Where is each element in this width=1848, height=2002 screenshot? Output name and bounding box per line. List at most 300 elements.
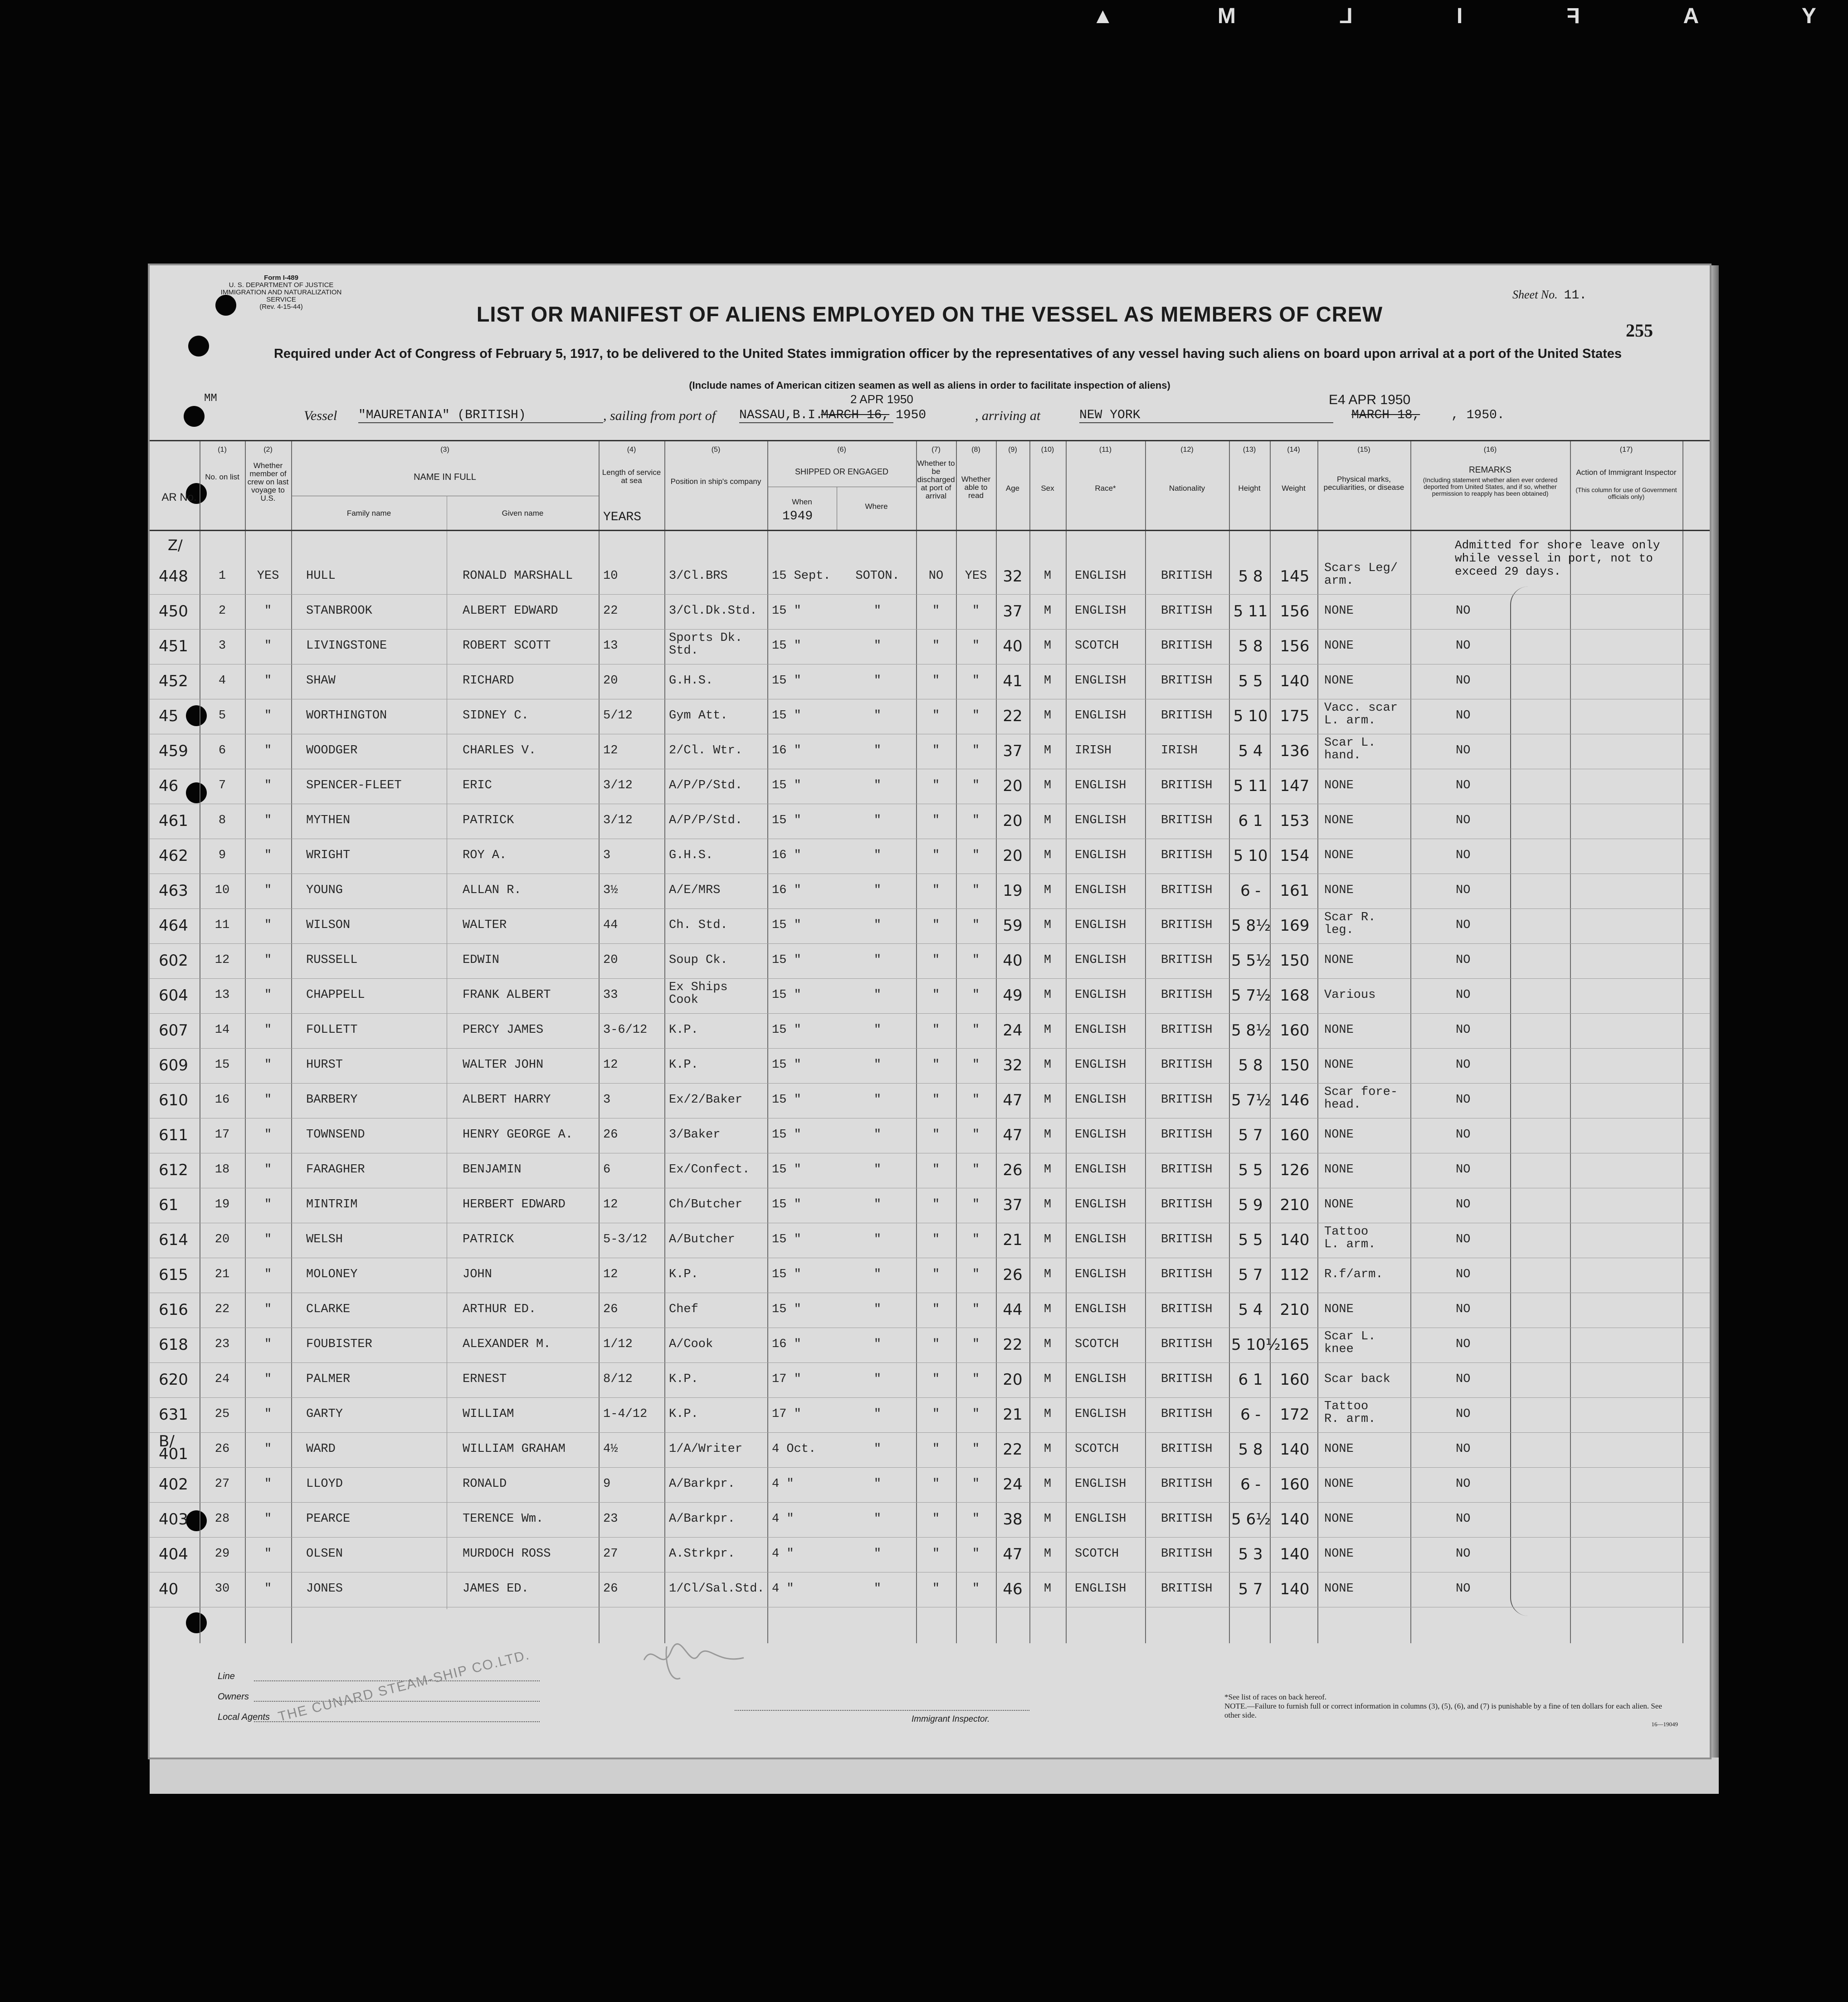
sex: M [1043,1093,1052,1107]
race: ENGLISH [1075,1023,1126,1037]
position: 3/Cl.Dk.Std. [669,604,757,618]
weight: 140 [1280,1510,1310,1528]
age: 40 [1003,637,1023,655]
service-length: 26 [603,1128,618,1142]
service-length: 44 [603,918,618,932]
height: 5 8 [1238,1440,1263,1459]
position: A/Cook [669,1338,713,1351]
age: 59 [1003,917,1023,935]
service-length: 12 [603,1198,618,1211]
position: Sports Dk. Std. [669,631,743,658]
nationality: BRITISH [1161,814,1213,827]
position: Ch/Butcher [669,1198,743,1211]
physical-marks: Scar fore- head. [1324,1085,1398,1112]
nationality: BRITISH [1161,1512,1213,1526]
shipped-when: 15 " [772,814,801,827]
given-name: PATRICK [463,1233,514,1246]
shipped-where: " [873,744,882,757]
family-name: HULL [306,569,336,583]
table-row [150,1397,1710,1434]
prior-voyage: " [264,709,272,723]
height: 6 - [1240,882,1261,900]
sex: M [1043,1582,1052,1596]
family-name: FOUBISTER [306,1338,372,1351]
list-number: 27 [215,1477,230,1491]
remarks: NO [1456,849,1471,862]
race: ENGLISH [1075,1512,1126,1526]
col-number: (7) [931,446,941,454]
race: ENGLISH [1075,953,1126,967]
family-name: BARBERY [306,1093,358,1107]
list-number: 22 [215,1303,230,1316]
sex: M [1043,1477,1052,1491]
discharged: " [932,1023,940,1037]
able-to-read: " [972,709,980,723]
age: 26 [1003,1266,1023,1284]
able-to-read: " [972,674,980,688]
nationality: BRITISH [1161,674,1213,688]
remarks: NO [1456,1163,1471,1177]
family-name: OLSEN [306,1547,343,1561]
table-row [150,1467,1710,1504]
position: 1/Cl/Sal.Std. [669,1582,765,1596]
list-number: 19 [215,1198,230,1211]
shipped-when: 16 " [772,1338,801,1351]
discharged: " [932,674,940,688]
discharged: " [932,1093,940,1107]
prior-voyage: " [264,1477,272,1491]
family-name: MOLONEY [306,1268,358,1281]
family-name: WOODGER [306,744,358,757]
discharged: " [932,849,940,862]
sex: M [1043,1268,1052,1281]
family-name: SHAW [306,674,336,688]
shipped-where: SOTON. [855,569,900,583]
height: 5 10 [1233,847,1268,865]
discharged: NO [928,569,944,583]
ar-prefix: Z/ [168,537,183,554]
ar-number: 459 [159,742,188,760]
position: A/Butcher [669,1233,735,1246]
remarks: NO [1456,1093,1471,1107]
shipped-when: 15 " [772,1268,801,1281]
family-name: WARD [306,1442,336,1456]
able-to-read: " [972,779,980,792]
height: 5 5½ [1231,952,1271,970]
physical-marks: Scar R. leg. [1324,911,1376,937]
form-service: IMMIGRATION AND NATURALIZATION SERVICE [220,288,342,303]
physical-marks: Scar L. hand. [1324,736,1376,762]
prior-voyage: " [264,1093,272,1107]
shipped-where: " [873,1198,882,1211]
family-name: WELSH [306,1233,343,1246]
punch-hole [188,336,209,356]
given-name: WILLIAM [463,1407,514,1421]
header-discharged: Whether to be discharged at port of arrival [917,459,955,500]
weight: 161 [1280,882,1310,900]
race: ENGLISH [1075,604,1126,618]
list-number: 28 [215,1512,230,1526]
ar-number: 614 [159,1231,188,1249]
ar-number: 604 [159,986,188,1005]
physical-marks: NONE [1324,1023,1354,1037]
family-name: WILSON [306,918,351,932]
prior-voyage: " [264,1058,272,1072]
physical-marks: NONE [1324,1477,1354,1491]
physical-marks: R.f/arm. [1324,1268,1383,1281]
given-name: WILLIAM GRAHAM [463,1442,566,1456]
shipped-where: " [873,674,882,688]
ar-number: 631 [159,1406,188,1424]
sex: M [1043,1058,1052,1072]
given-name: SIDNEY C. [463,709,529,723]
service-length: 6 [603,1163,611,1177]
height: 5 6½ [1231,1510,1271,1528]
position: 3/Baker [669,1128,721,1142]
discharged: " [932,1128,940,1142]
race: ENGLISH [1075,1303,1126,1316]
given-name: BENJAMIN [463,1163,522,1177]
race: ENGLISH [1075,1163,1126,1177]
family-name: PEARCE [306,1512,351,1526]
prior-voyage: " [264,1407,272,1421]
sex: M [1043,569,1052,583]
weight: 140 [1280,1580,1310,1598]
page-bottom-edge [150,1758,1719,1794]
nationality: BRITISH [1161,1128,1213,1142]
service-length: 3-6/12 [603,1023,648,1037]
physical-marks: Scars Leg/ arm. [1324,562,1398,588]
col-number: (17) [1619,446,1633,454]
service-length: 1-4/12 [603,1407,648,1421]
physical-marks: NONE [1324,639,1354,653]
discharged: " [932,1163,940,1177]
service-length: 12 [603,1058,618,1072]
physical-marks: NONE [1324,884,1354,897]
prior-voyage: YES [257,569,279,583]
list-number: 29 [215,1547,230,1561]
punch-hole [186,1807,207,1828]
height: 5 5 [1238,1161,1263,1179]
physical-marks: Tattoo L. arm. [1324,1225,1376,1251]
shipped-where: " [873,1163,882,1177]
weight: 150 [1280,1056,1310,1074]
able-to-read: " [972,1058,980,1072]
given-name: RONALD MARSHALL [463,569,573,583]
owners-rule [254,1701,540,1702]
height: 5 7½ [1231,986,1271,1005]
age: 26 [1003,1161,1023,1179]
remarks: NO [1456,1338,1471,1351]
sheet-number [1512,288,1587,303]
shipped-where: " [873,1233,882,1246]
nationality: BRITISH [1161,1023,1213,1037]
family-name: TOWNSEND [306,1128,365,1142]
table-row [150,1153,1710,1189]
sex: M [1043,1163,1052,1177]
list-number: 16 [215,1093,230,1107]
age: 21 [1003,1406,1023,1424]
ar-number: 610 [159,1091,188,1109]
ar-number: 607 [159,1021,188,1040]
age: 32 [1003,567,1023,586]
table-row [150,1258,1710,1294]
discharged: " [932,1547,940,1561]
page-stamp: 255 [1626,320,1653,341]
given-name: EDWIN [463,953,500,967]
list-number: 3 [218,639,226,653]
physical-marks: NONE [1324,674,1354,688]
sheet-value: 11. [1564,288,1587,303]
shipped-when: 15 " [772,1198,801,1211]
shipped-where: " [873,1338,882,1351]
shipped-when: 15 " [772,709,801,723]
ar-number: 448 [159,567,188,586]
list-number: 26 [215,1442,230,1456]
age: 46 [1003,1580,1023,1598]
vessel-label: Vessel [304,408,337,423]
sex: M [1043,1442,1052,1456]
list-number: 13 [215,988,230,1002]
header-height: Height [1238,484,1261,493]
header-position: Position in ship's company [670,477,761,486]
given-name: MURDOCH ROSS [463,1547,551,1561]
given-name: JOHN [463,1268,492,1281]
shipped-when: 15 " [772,639,801,653]
nationality: BRITISH [1161,1163,1213,1177]
shipped-when: 4 " [772,1512,794,1526]
position: A/E/MRS [669,884,721,897]
age: 41 [1003,672,1023,690]
shipped-when: 15 " [772,1023,801,1037]
position: G.H.S. [669,849,713,862]
given-name: PATRICK [463,814,514,827]
sex: M [1043,849,1052,862]
race: ENGLISH [1075,1268,1126,1281]
sex: M [1043,1233,1052,1246]
nationality: BRITISH [1161,1233,1213,1246]
header-age: Age [1005,484,1020,493]
race: ENGLISH [1075,1407,1126,1421]
age: 32 [1003,1056,1023,1074]
height: 5 8 [1238,637,1263,655]
header-years: YEARS [603,510,642,524]
able-to-read: " [972,1372,980,1386]
sailing-label: , sailing from port of [603,408,716,423]
remarks: NO [1456,1442,1471,1456]
shipped-where: " [873,1547,882,1561]
inspector-label: Immigrant Inspector. [912,1714,990,1724]
ar-number: 403 [159,1510,188,1528]
physical-marks: Tattoo R. arm. [1324,1400,1376,1426]
list-number: 30 [215,1582,230,1596]
col-number: (13) [1243,446,1256,454]
age: 40 [1003,952,1023,970]
prior-voyage: " [264,744,272,757]
sex: M [1043,779,1052,792]
required-text: Required under Act of Congress of February 5, 1917, to be delivered to the United States immigration officer by the representatives of any vessel having such aliens on board upon arrival at a port of the United States [273,347,1622,361]
header-physical-marks: Physical marks, peculiarities, or disease [1323,475,1404,492]
table-row [150,734,1710,770]
physical-marks: NONE [1324,1512,1354,1526]
discharged: " [932,1582,940,1596]
table-row [150,594,1710,630]
shipped-when: 17 " [772,1407,801,1421]
ar-number: 620 [159,1371,188,1389]
ar-number: 612 [159,1161,188,1179]
form-revision: (Rev. 4-15-44) [259,303,303,311]
race: ENGLISH [1075,1198,1126,1211]
age: 47 [1003,1126,1023,1144]
age: 37 [1003,742,1023,760]
list-number: 17 [215,1128,230,1142]
shipped-where: " [873,849,882,862]
ar-number: 45 [159,707,179,725]
age: 24 [1003,1021,1023,1040]
col-number: (8) [971,446,980,454]
age: 20 [1003,847,1023,865]
table-row [150,1328,1710,1364]
given-name: ARTHUR ED. [463,1303,536,1316]
weight: 112 [1280,1266,1310,1284]
physical-marks: Scar back [1324,1372,1390,1386]
header-no-on-list: No. on list [205,473,239,481]
weight: 160 [1280,1021,1310,1040]
service-length: 9 [603,1477,611,1491]
ar-number: 616 [159,1301,188,1319]
shipped-where: " [873,918,882,932]
ar-number: 451 [159,637,188,655]
ar-number: 615 [159,1266,188,1284]
header-when: When [792,498,812,506]
position: Gym Att. [669,709,728,723]
height: 5 8 [1238,1056,1263,1074]
col-number: (12) [1180,446,1194,454]
service-length: 20 [603,674,618,688]
header-whether-crew: Whether member of crew on last voyage to U.S. [247,461,289,503]
sex: M [1043,744,1052,757]
service-length: 3/12 [603,779,633,792]
list-number: 12 [215,953,230,967]
line-label: Line [218,1671,235,1681]
able-to-read: " [972,1407,980,1421]
port-to: NEW YORK [1079,408,1333,423]
sex: M [1043,674,1052,688]
shipped-where: " [873,709,882,723]
weight: 150 [1280,952,1310,970]
height: 5 8½ [1231,1021,1271,1040]
family-name: JONES [306,1582,343,1596]
height: 5 4 [1238,742,1263,760]
position: Ch. Std. [669,918,728,932]
shipped-where: " [873,1512,882,1526]
weight: 172 [1280,1406,1310,1424]
weight: 153 [1280,812,1310,830]
shipped-when: 16 " [772,744,801,757]
able-to-read: " [972,1477,980,1491]
prior-voyage: " [264,918,272,932]
position: K.P. [669,1372,698,1386]
race: ENGLISH [1075,849,1126,862]
given-name: PERCY JAMES [463,1023,544,1037]
able-to-read: " [972,1093,980,1107]
height: 5 10 [1233,707,1268,725]
able-to-read: " [972,1547,980,1561]
age: 21 [1003,1231,1023,1249]
position: K.P. [669,1407,698,1421]
sex: M [1043,1372,1052,1386]
weight: 136 [1280,742,1310,760]
discharged: " [932,1407,940,1421]
shipped-where: " [873,1407,882,1421]
table-row [150,1083,1710,1119]
remarks: NO [1456,1547,1471,1561]
shipped-when: 15 " [772,988,801,1002]
height: 5 7 [1238,1126,1263,1144]
print-code: 16—19049 [1651,1721,1678,1728]
height: 5 5 [1238,1231,1263,1249]
service-length: 4½ [603,1442,618,1456]
shipped-when: 15 " [772,1058,801,1072]
prior-voyage: " [264,1023,272,1037]
service-length: 33 [603,988,618,1002]
prior-voyage: " [264,1547,272,1561]
physical-marks: NONE [1324,1163,1354,1177]
ar-number: 46 [159,777,179,795]
position: G.H.S. [669,674,713,688]
col-number: (5) [711,446,721,454]
list-number: 1 [218,569,226,583]
service-length: 3 [603,1093,611,1107]
service-length: 12 [603,1268,618,1281]
given-name: TERENCE Wm. [463,1512,544,1526]
age: 37 [1003,1196,1023,1214]
table-row [150,664,1710,700]
nationality: BRITISH [1161,1303,1213,1316]
physical-marks: NONE [1324,1058,1354,1072]
sex: M [1043,1338,1052,1351]
height: 5 5 [1238,672,1263,690]
header-able-to-read: Whether able to read [961,475,991,500]
nationality: BRITISH [1161,1442,1213,1456]
remarks: NO [1456,1512,1471,1526]
list-number: 10 [215,884,230,897]
prior-voyage: " [264,884,272,897]
sex: M [1043,1512,1052,1526]
inspector-rule [735,1710,1029,1711]
family-name: FOLLETT [306,1023,358,1037]
table-row [150,839,1710,875]
col-number: (9) [1008,446,1017,454]
weight: 126 [1280,1161,1310,1179]
col-number: (4) [627,446,636,454]
remarks: NO [1456,779,1471,792]
discharged: " [932,1477,940,1491]
shipped-where: " [873,1093,882,1107]
age: 47 [1003,1091,1023,1109]
header-sex: Sex [1041,484,1054,493]
remarks: NO [1456,953,1471,967]
weight: 169 [1280,917,1310,935]
given-name: ALBERT EDWARD [463,604,558,618]
given-name: ROY A. [463,849,507,862]
shipped-where: " [873,814,882,827]
shipped-where: " [873,884,882,897]
col-number: (2) [263,446,273,454]
prior-voyage: " [264,953,272,967]
discharged: " [932,639,940,653]
physical-marks: NONE [1324,1582,1354,1596]
